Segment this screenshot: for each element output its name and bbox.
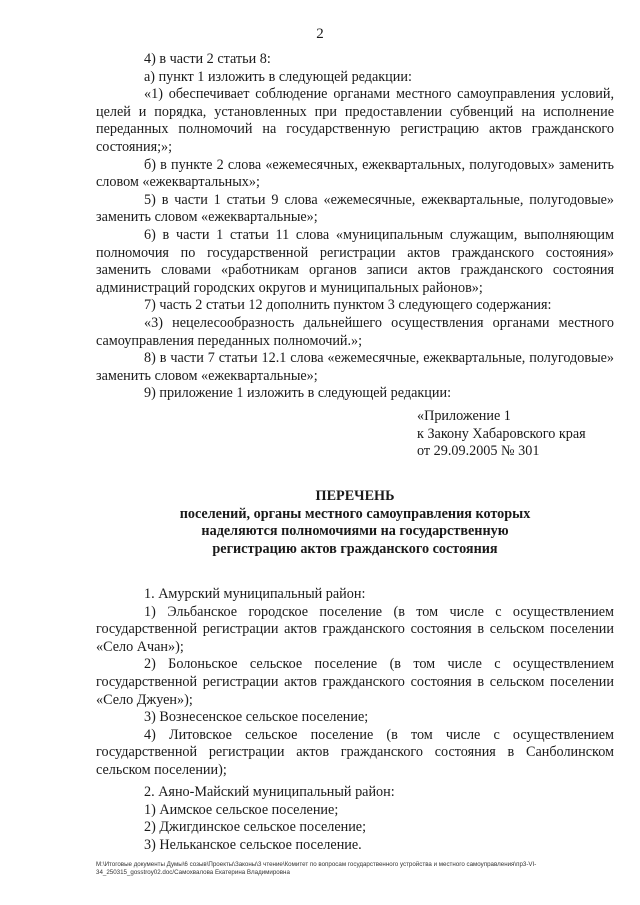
settlement-item: 2) Джигдинское сельское поселение; <box>144 819 367 836</box>
appendix-line: «Приложение 1 <box>417 408 511 424</box>
list-subtitle-line: регистрацию актов гражданского состояния <box>212 540 498 557</box>
appendix-reference <box>417 408 586 461</box>
settlement-item: 1) Аимское сельское поселение; <box>144 801 339 818</box>
appendix-line: к Закону Хабаровского края <box>417 425 586 442</box>
district-amursky <box>96 586 614 780</box>
appendix-line: от 29.09.2005 № 301 <box>417 443 540 460</box>
amendment-item: а) пункт 1 изложить в следующей редакции: <box>144 68 412 85</box>
settlement-item: 4) Литовское сельское поселение (в том числе с осуществлением государственной регистрации актов гражданского состояния в Санболинском сельском поселении); <box>96 726 614 778</box>
footer-line: 34_250315_gosstroy02.doc/Самохвалова Екатерина Владимировна <box>96 869 290 876</box>
settlement-item: 3) Вознесенское сельское поселение; <box>144 709 369 726</box>
settlement-item: 1) Эльбанское городское поселение (в том числе с осуществлением государственной регистрации актов гражданского состояния в сельском поселении «Село Ачан»); <box>96 603 614 655</box>
district-name: 2. Аяно-Майский муниципальный район: <box>144 784 395 800</box>
amendment-item: 8) в части 7 статьи 12.1 слова «ежемесячные, ежеквартальные, полугодовые» заменить словом «ежеквартальные»; <box>96 350 614 384</box>
list-title <box>96 488 614 558</box>
amendment-item: 9) приложение 1 изложить в следующей редакции: <box>144 385 452 402</box>
amendment-item: 7) часть 2 статьи 12 дополнить пунктом 3 следующего содержания: <box>144 297 552 314</box>
list-subtitle-line: наделяются полномочиями на государственную <box>201 523 509 540</box>
amendment-item: 6) в части 1 статьи 11 слова «муниципальным служащим, выполняющим полномочия по государственной регистрации актов гражданского состояния» заменить словами «работникам органов записи актов гражданского состояния администраций городских округов и муниципальных районов»; <box>96 226 614 296</box>
amendments-block <box>96 51 614 403</box>
settlement-item: 2) Болоньское сельское поселение (в том числе с осуществлением государственной регистрации актов гражданского состояния в сельском поселении «Село Джуен»); <box>96 656 614 708</box>
list-heading: ПЕРЕЧЕНЬ <box>315 488 395 504</box>
page-number: 2 <box>316 26 324 42</box>
district-ayano-maysky <box>96 784 614 854</box>
file-path-footer <box>96 861 616 877</box>
footer-line: М:\Итоговые документы Думы\6 созыв\Проекты\Законы\3 чтение\Комитет по вопросам государственного устройства и местного самоуправления\пр3-VI- <box>96 861 537 868</box>
amendment-item: 4) в части 2 статьи 8: <box>144 51 271 67</box>
amendment-item: 5) в части 1 статьи 9 слова «ежемесячные, ежеквартальные, полугодовые» заменить словом «ежеквартальные»; <box>96 191 614 226</box>
amendment-item: б) в пункте 2 слова «ежемесячных, ежеквартальных, полугодовых» заменить словом «ежеквартальных»; <box>96 156 614 191</box>
amendment-item: «1) обеспечивает соблюдение органами местного самоуправления условий, целей и порядка, установленных при предоставлении субвенций на исполнение переданных полномочий на государственную регистрацию актов гражданского состояния;»; <box>96 86 614 155</box>
settlement-item: 3) Нельканское сельское поселение. <box>144 836 362 853</box>
district-name: 1. Амурский муниципальный район: <box>144 586 366 602</box>
list-subtitle-line: поселений, органы местного самоуправления которых <box>179 505 531 522</box>
amendment-item: «3) нецелесообразность дальнейшего осуществления органами местного самоуправления переданных полномочий.»; <box>96 314 614 349</box>
